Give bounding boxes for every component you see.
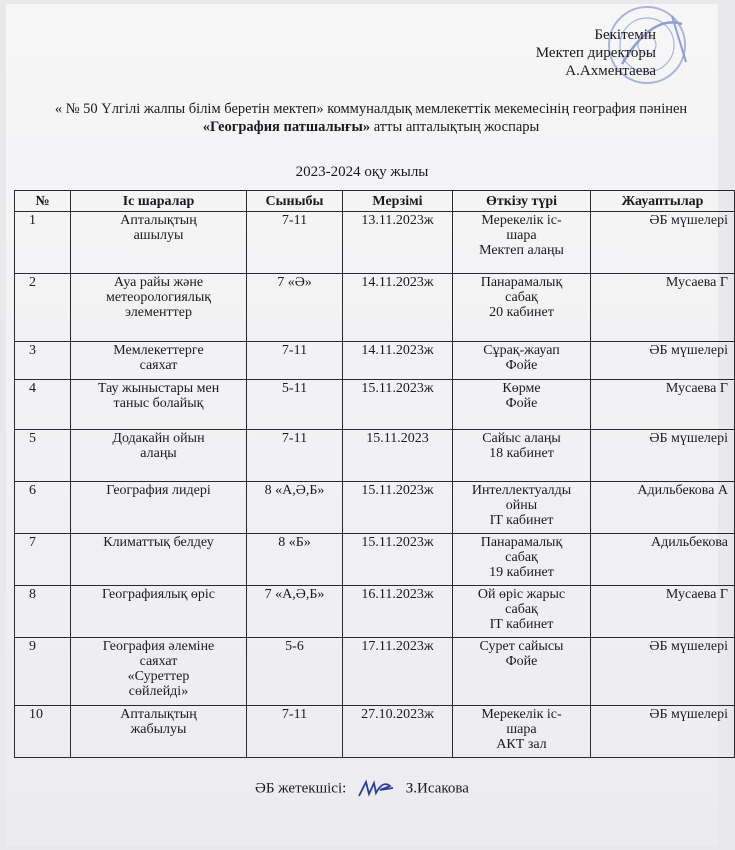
table-row [15,430,735,482]
row-date: 14.11.2023ж [343,342,453,380]
document-title [46,100,696,136]
row-date: 27.10.2023ж [343,706,453,758]
table-row [15,638,735,706]
row-number: 4 [15,380,71,430]
row-number: 9 [15,638,71,706]
row-date: 15.11.2023ж [343,534,453,586]
title-part-2: атты апталықтың жоспары [370,119,540,135]
row-number: 5 [15,430,71,482]
row-responsible: ӘБ мүшелері [591,430,735,482]
row-grade: 7 «А,Ә,Б» [247,586,343,638]
header-event: Іс шаралар [71,191,247,212]
table-header-row [15,191,735,212]
row-event: Ауа райы және метеорологиялық элементтер [71,274,247,342]
row-event: Мемлекеттерге саяхат [71,342,247,380]
table-row [15,212,735,274]
row-date: 17.11.2023ж [343,638,453,706]
row-event: Додакайн ойын алаңы [71,430,247,482]
title-part-1: « № 50 Үлгілі жалпы білім беретін мектеп» коммуналдық мемлекеттік мекемесінің география пәнінен [54,101,688,117]
header-number: № [15,191,71,212]
table-row [15,342,735,380]
row-form: Мерекелік іс- шара АКТ зал [453,706,591,758]
row-responsible: ӘБ мүшелері [591,638,735,706]
row-grade: 7-11 [247,706,343,758]
row-form: Панарамалық сабақ 19 кабинет [453,534,591,586]
row-form: Сұрақ-жауап Фойе [453,342,591,380]
row-event: География әлеміне саяхат «Суреттер сөйлейді» [71,638,247,706]
row-grade: 7-11 [247,212,343,274]
table-row [15,586,735,638]
row-responsible: Адильбекова А [591,482,735,534]
row-number: 7 [15,534,71,586]
row-form: Интеллектуалды ойны IT кабинет [453,482,591,534]
row-responsible: ӘБ мүшелері [591,342,735,380]
header-responsible: Жауаптылар [591,191,735,212]
row-number: 1 [15,212,71,274]
row-form: Көрме Фойе [453,380,591,430]
table-row [15,482,735,534]
approval-line-2: Мектеп директоры [535,45,656,61]
signature-icon [356,778,396,800]
approval-line-1: Бекітемін [594,27,656,43]
row-responsible: ӘБ мүшелері [591,212,735,274]
row-grade: 5-6 [247,638,343,706]
row-form: Мерекелік іс- шара Мектеп алаңы [453,212,591,274]
row-number: 8 [15,586,71,638]
row-event: Апталықтың жабылуы [71,706,247,758]
row-event: Апталықтың ашылуы [71,212,247,274]
approval-block [536,26,656,80]
table-row [15,274,735,342]
row-grade: 8 «Б» [247,534,343,586]
row-responsible: ӘБ мүшелері [591,706,735,758]
row-responsible: Мусаева Г [591,274,735,342]
row-number: 10 [15,706,71,758]
row-grade: 7-11 [247,342,343,380]
row-date: 13.11.2023ж [343,212,453,274]
row-grade: 7 «Ә» [247,274,343,342]
row-responsible: Адильбекова [591,534,735,586]
table-row [15,380,735,430]
row-form: Панарамалық сабақ 20 кабинет [453,274,591,342]
signer-role: ӘБ жетекшісі: [255,780,347,797]
row-event: Тау жыныстары мен таныс болайық [71,380,247,430]
row-form: Сайыс алаңы 18 кабинет [453,430,591,482]
header-form: Өткізу түрі [453,191,591,212]
row-date: 14.11.2023ж [343,274,453,342]
row-grade: 5-11 [247,380,343,430]
row-form: Ой өріс жарыс сабақ IT кабинет [453,586,591,638]
row-number: 3 [15,342,71,380]
signature-line [6,778,718,800]
header-date: Мерзімі [343,191,453,212]
events-table [14,190,735,758]
row-date: 15.11.2023ж [343,482,453,534]
row-date: 15.11.2023ж [343,380,453,430]
academic-year: 2023-2024 оқу жылы [295,164,429,180]
approval-line-3: А.Ахментаева [565,63,656,79]
row-grade: 8 «А,Ә,Б» [247,482,343,534]
row-number: 2 [15,274,71,342]
row-form: Сурет сайысы Фойе [453,638,591,706]
document-page [6,4,728,846]
title-highlight: «География патшалығы» [202,119,371,135]
row-responsible: Мусаева Г [591,586,735,638]
header-grade: Сыныбы [247,191,343,212]
row-event: Географиялық өріс [71,586,247,638]
row-event: География лидері [71,482,247,534]
signer-name: З.Исакова [405,780,469,797]
row-event: Климаттық белдеу [71,534,247,586]
table-row [15,534,735,586]
row-date: 16.11.2023ж [343,586,453,638]
table-row [15,706,735,758]
row-date: 15.11.2023 [343,430,453,482]
row-grade: 7-11 [247,430,343,482]
row-responsible: Мусаева Г [591,380,735,430]
row-number: 6 [15,482,71,534]
